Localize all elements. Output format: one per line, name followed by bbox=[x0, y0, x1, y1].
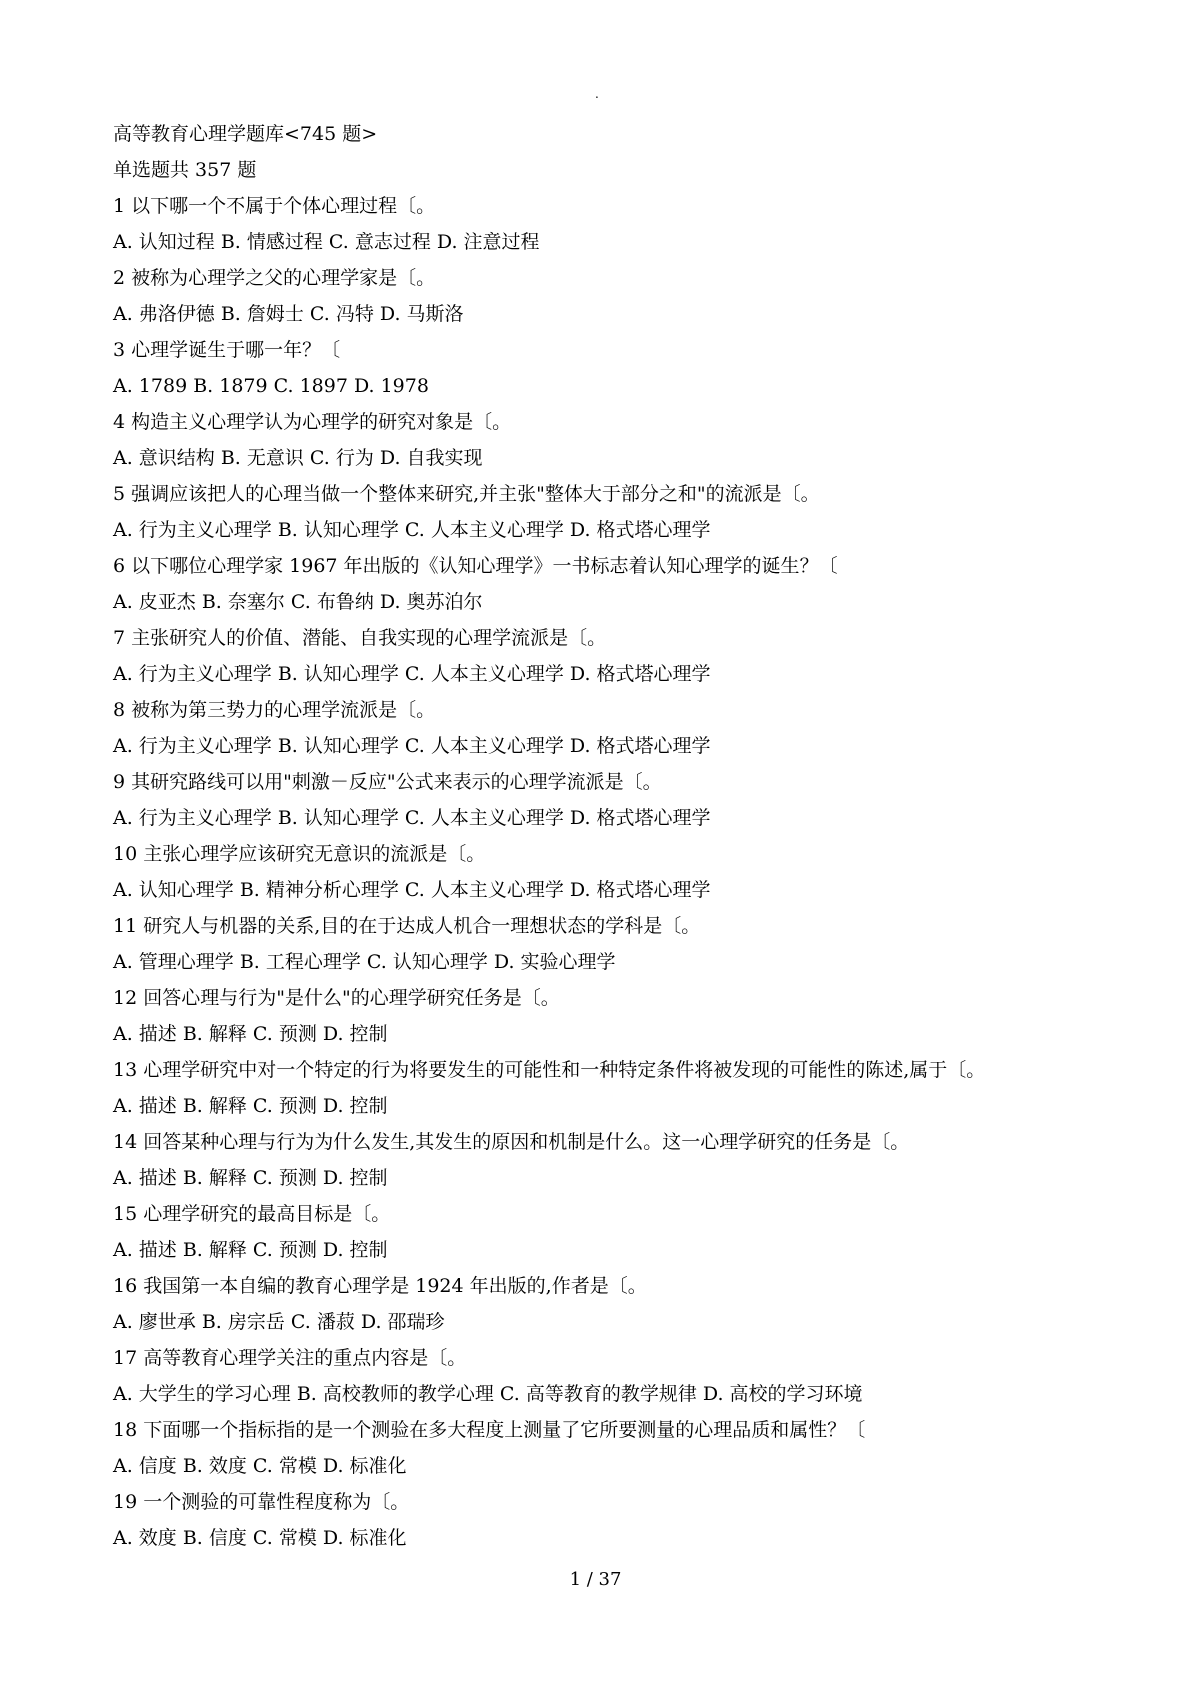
question-text: 7 主张研究人的价值、潜能、自我实现的心理学流派是〔。 bbox=[113, 627, 607, 649]
question-text: 19 一个测验的可靠性程度称为〔。 bbox=[113, 1491, 410, 1513]
question-options: A. 认知心理学 B. 精神分析心理学 C. 人本主义心理学 D. 格式塔心理学 bbox=[113, 879, 711, 901]
question-options: A. 效度 B. 信度 C. 常模 D. 标准化 bbox=[113, 1527, 407, 1549]
question-text: 5 强调应该把人的心理当做一个整体来研究,并主张"整体大于部分之和"的流派是〔。 bbox=[113, 483, 820, 505]
question-text: 10 主张心理学应该研究无意识的流派是〔。 bbox=[113, 843, 486, 865]
question-options: A. 行为主义心理学 B. 认知心理学 C. 人本主义心理学 D. 格式塔心理学 bbox=[113, 807, 711, 829]
question-options: A. 管理心理学 B. 工程心理学 C. 认知心理学 D. 实验心理学 bbox=[113, 951, 616, 973]
question-text: 1 以下哪一个不属于个体心理过程〔。 bbox=[113, 195, 436, 217]
question-text: 17 高等教育心理学关注的重点内容是〔。 bbox=[113, 1347, 467, 1369]
question-options: A. 行为主义心理学 B. 认知心理学 C. 人本主义心理学 D. 格式塔心理学 bbox=[113, 735, 711, 757]
question-text: 11 研究人与机器的关系,目的在于达成人机合一理想状态的学科是〔。 bbox=[113, 915, 701, 937]
question-options: A. 皮亚杰 B. 奈塞尔 C. 布鲁纳 D. 奥苏泊尔 bbox=[113, 591, 483, 613]
document-title: 高等教育心理学题库<745 题> bbox=[113, 123, 378, 145]
section-heading: 单选题共 357 题 bbox=[113, 159, 257, 181]
question-text: 14 回答某种心理与行为为什么发生,其发生的原因和机制是什么。这一心理学研究的任务是〔。 bbox=[113, 1131, 910, 1153]
question-options: A. 意识结构 B. 无意识 C. 行为 D. 自我实现 bbox=[113, 447, 483, 469]
question-text: 13 心理学研究中对一个特定的行为将要发生的可能性和一种特定条件将被发现的可能性的陈述,属于〔。 bbox=[113, 1059, 986, 1081]
question-options: A. 描述 B. 解释 C. 预测 D. 控制 bbox=[113, 1239, 388, 1261]
question-text: 8 被称为第三势力的心理学流派是〔。 bbox=[113, 699, 436, 721]
question-options: A. 弗洛伊德 B. 詹姆士 C. 冯特 D. 马斯洛 bbox=[113, 303, 464, 325]
question-text: 2 被称为心理学之父的心理学家是〔。 bbox=[113, 267, 436, 289]
question-options: A. 信度 B. 效度 C. 常模 D. 标准化 bbox=[113, 1455, 407, 1477]
header-mark: . bbox=[595, 87, 599, 101]
page-number: 1 / 37 bbox=[569, 1569, 622, 1590]
question-text: 16 我国第一本自编的教育心理学是 1924 年出版的,作者是〔。 bbox=[113, 1275, 647, 1297]
question-options: A. 大学生的学习心理 B. 高校教师的教学心理 C. 高等教育的教学规律 D. 高校的学习环境 bbox=[113, 1383, 863, 1405]
question-text: 18 下面哪一个指标指的是一个测验在多大程度上测量了它所要测量的心理品质和属性？〔 bbox=[113, 1419, 866, 1441]
document-body bbox=[113, 116, 1113, 1556]
question-text: 12 回答心理与行为"是什么"的心理学研究任务是〔。 bbox=[113, 987, 560, 1009]
question-options: A. 描述 B. 解释 C. 预测 D. 控制 bbox=[113, 1167, 388, 1189]
question-options: A. 1789 B. 1879 C. 1897 D. 1978 bbox=[113, 375, 429, 397]
question-options: A. 廖世承 B. 房宗岳 C. 潘菽 D. 邵瑞珍 bbox=[113, 1311, 445, 1333]
question-text: 3 心理学诞生于哪一年？〔 bbox=[113, 339, 341, 361]
question-text: 15 心理学研究的最高目标是〔。 bbox=[113, 1203, 391, 1225]
question-options: A. 行为主义心理学 B. 认知心理学 C. 人本主义心理学 D. 格式塔心理学 bbox=[113, 663, 711, 685]
question-text: 9 其研究路线可以用"刺激－反应"公式来表示的心理学流派是〔。 bbox=[113, 771, 662, 793]
question-options: A. 认知过程 B. 情感过程 C. 意志过程 D. 注意过程 bbox=[113, 231, 540, 253]
question-options: A. 行为主义心理学 B. 认知心理学 C. 人本主义心理学 D. 格式塔心理学 bbox=[113, 519, 711, 541]
question-text: 6 以下哪位心理学家 1967 年出版的《认知心理学》一书标志着认知心理学的诞生？〔 bbox=[113, 555, 838, 577]
question-options: A. 描述 B. 解释 C. 预测 D. 控制 bbox=[113, 1023, 388, 1045]
question-options: A. 描述 B. 解释 C. 预测 D. 控制 bbox=[113, 1095, 388, 1117]
question-text: 4 构造主义心理学认为心理学的研究对象是〔。 bbox=[113, 411, 512, 433]
